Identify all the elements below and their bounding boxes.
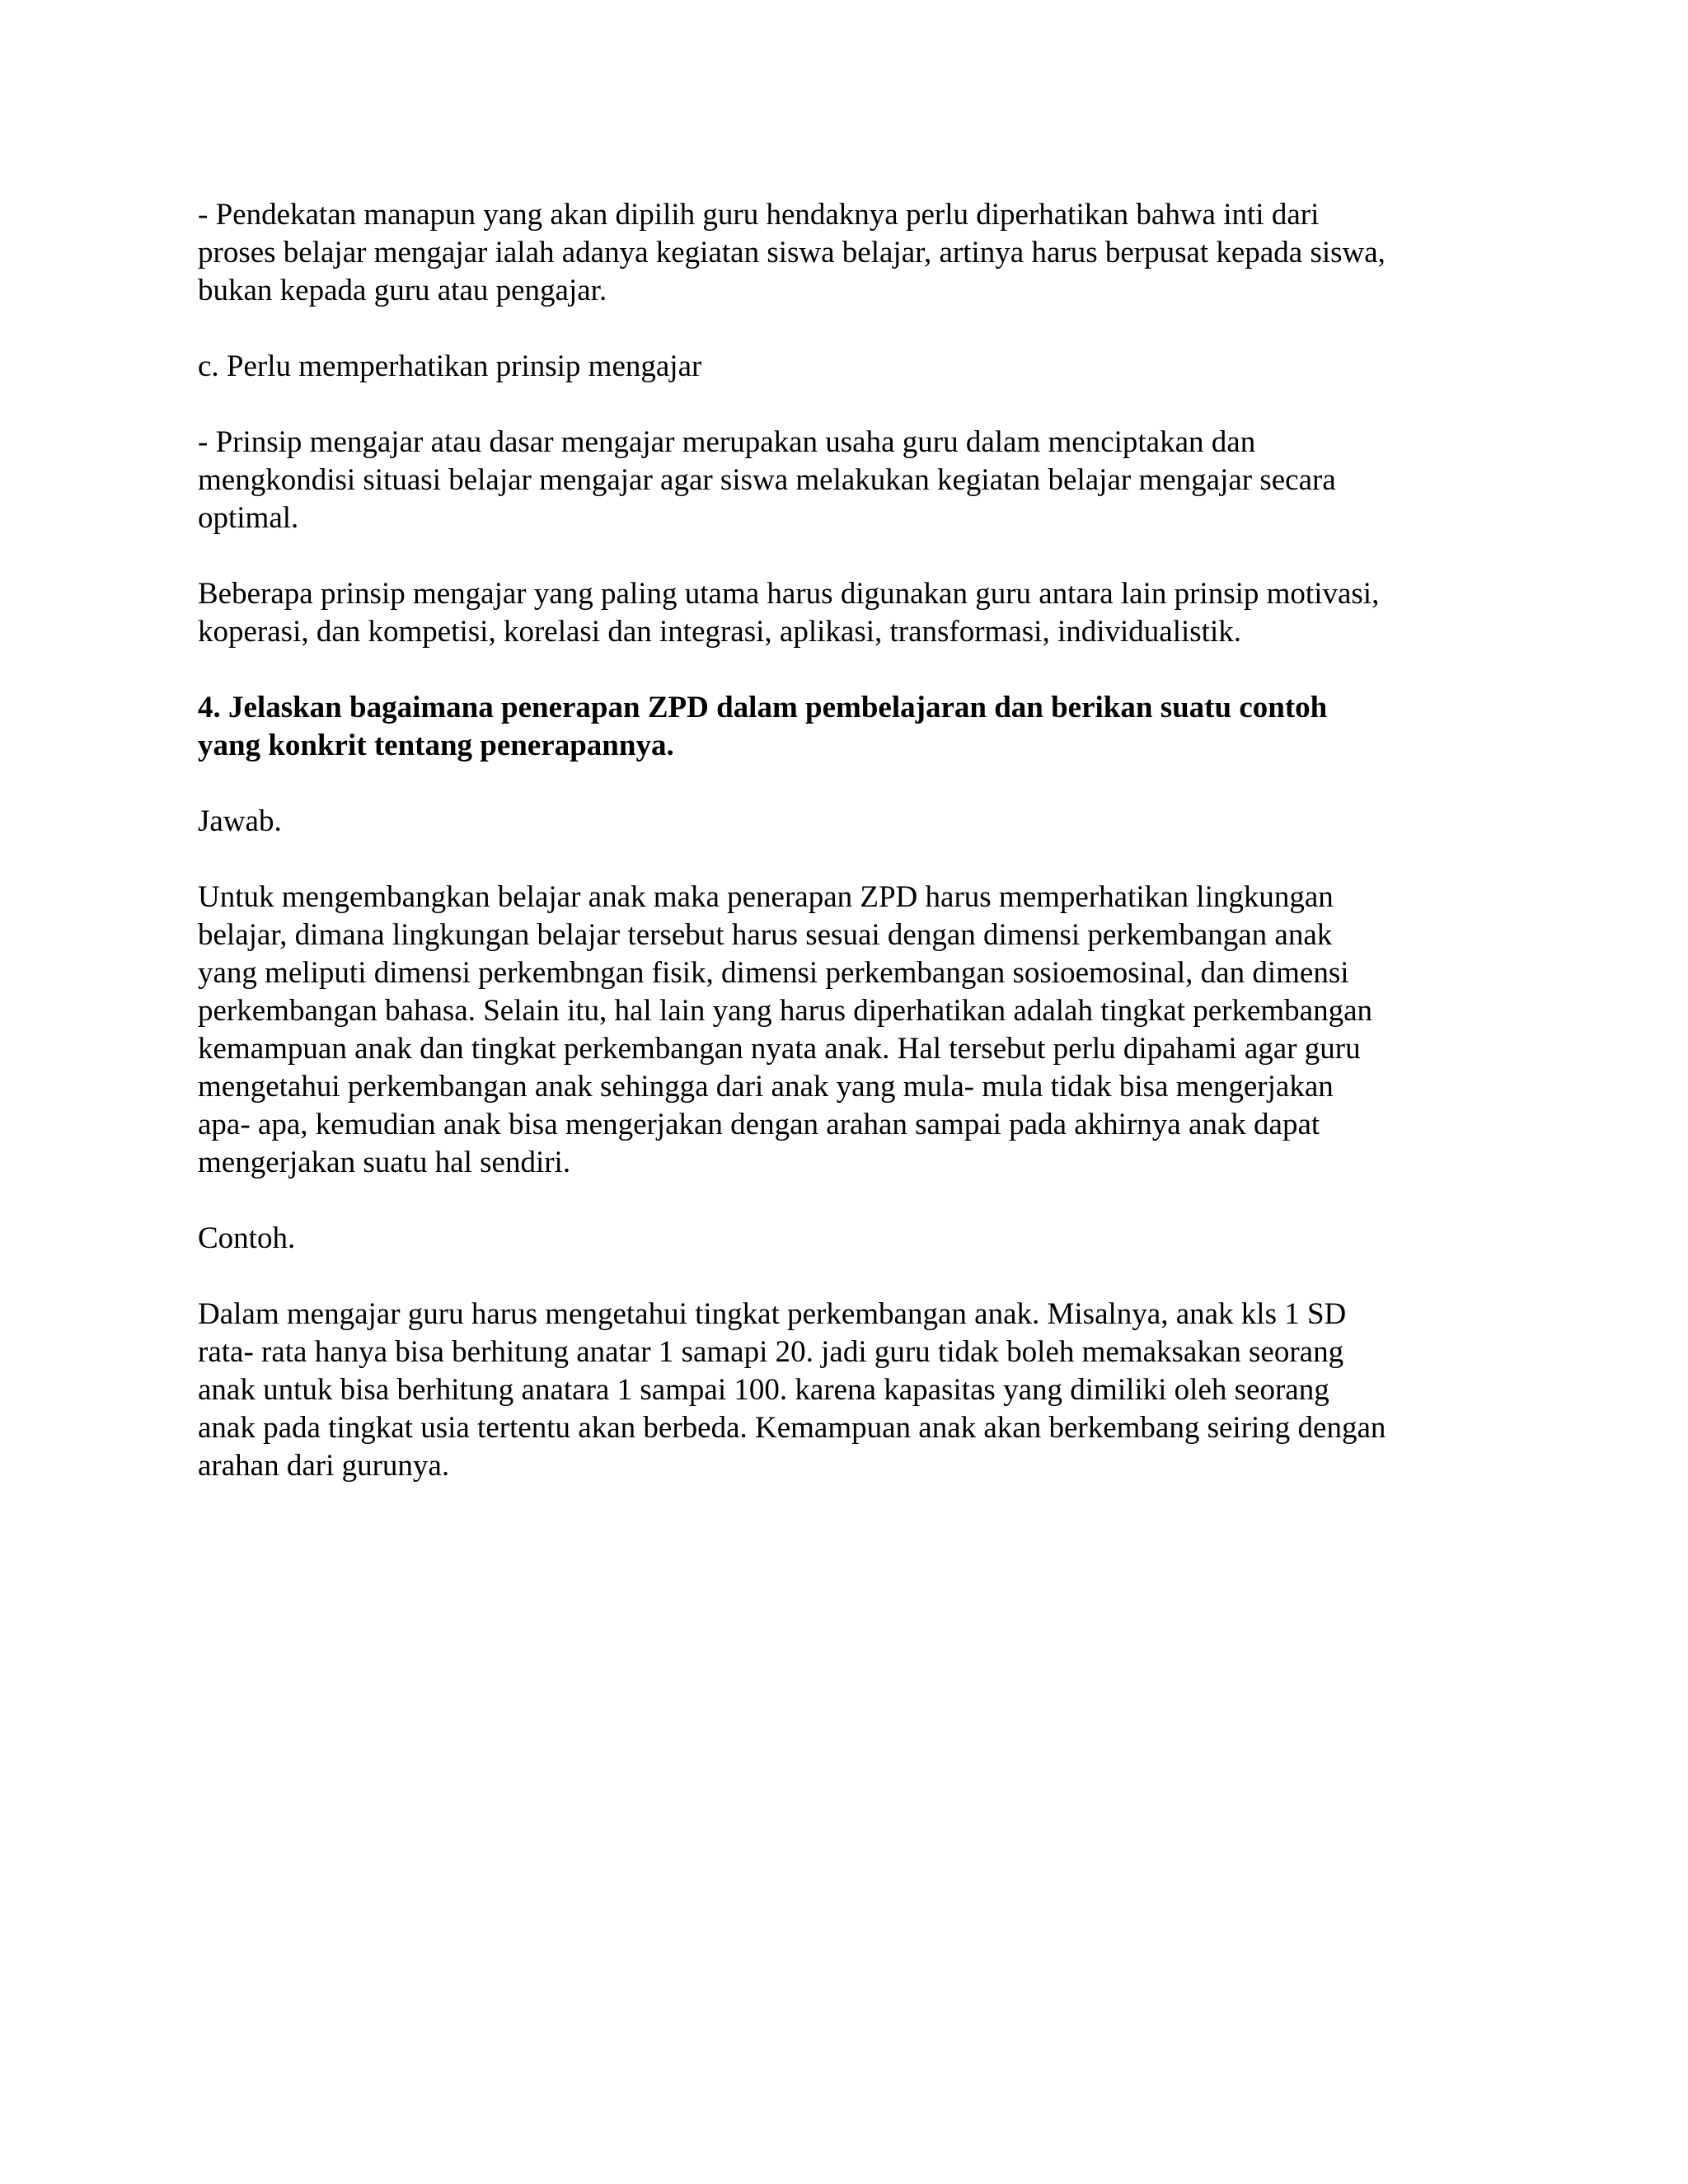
- paragraph-prinsip-bullet: [198, 424, 1500, 537]
- text-line: yang meliputi dimensi perkembngan fisik, dimensi perkembangan sosioemosinal, dan dimensi: [198, 956, 1349, 990]
- text-line: yang konkrit tentang penerapannya.: [198, 729, 674, 762]
- text-line: mengkondisi situasi belajar mengajar agar siswa melakukan kegiatan belajar mengajar secara: [198, 463, 1336, 497]
- text-line: kemampuan anak dan tingkat perkembangan nyata anak. Hal tersebut perlu dipahami agar guru: [198, 1032, 1361, 1066]
- text-line: c. Perlu memperhatikan prinsip mengajar: [198, 349, 702, 383]
- text-line: Beberapa prinsip mengajar yang paling utama harus digunakan guru antara lain prinsip motivasi,: [198, 577, 1380, 611]
- text-line: proses belajar mengajar ialah adanya kegiatan siswa belajar, artinya harus berpusat kepada siswa,: [198, 236, 1386, 269]
- text-line: mengetahui perkembangan anak sehingga dari anak yang mula- mula tidak bisa mengerjakan: [198, 1070, 1334, 1104]
- section-c-heading: [198, 348, 1500, 386]
- text-line: apa- apa, kemudian anak bisa mengerjakan dengan arahan sampai pada akhirnya anak dapat: [198, 1108, 1320, 1141]
- text-line: Jawab.: [198, 804, 282, 838]
- text-line: - Pendekatan manapun yang akan dipilih guru hendaknya perlu diperhatikan bahwa inti dari: [198, 198, 1320, 232]
- text-line: mengerjakan suatu hal sendiri.: [198, 1146, 571, 1179]
- text-line: 4. Jelaskan bagaimana penerapan ZPD dalam pembelajaran dan berikan suatu contoh: [198, 691, 1328, 724]
- text-line: arahan dari gurunya.: [198, 1449, 450, 1483]
- text-line: anak pada tingkat usia tertentu akan berbeda. Kemampuan anak akan berkembang seiring dengan: [198, 1411, 1386, 1445]
- paragraph-beberapa-prinsip: [198, 575, 1500, 651]
- text-line: optimal.: [198, 501, 299, 535]
- paragraph-contoh-body: [198, 1296, 1500, 1485]
- paragraph-jawab-body: [198, 879, 1500, 1182]
- text-line: - Prinsip mengajar atau dasar mengajar merupakan usaha guru dalam menciptakan dan: [198, 425, 1256, 459]
- text-line: perkembangan bahasa. Selain itu, hal lain yang harus diperhatikan adalah tingkat perkembangan: [198, 994, 1373, 1028]
- text-line: koperasi, dan kompetisi, korelasi dan integrasi, aplikasi, transformasi, individualistik.: [198, 615, 1241, 649]
- text-line: bukan kepada guru atau pengajar.: [198, 274, 607, 307]
- text-line: belajar, dimana lingkungan belajar tersebut harus sesuai dengan dimensi perkembangan anak: [198, 918, 1333, 952]
- contoh-label: [198, 1220, 1500, 1258]
- text-line: anak untuk bisa berhitung anatara 1 sampai 100. karena kapasitas yang dimiliki oleh seorang: [198, 1373, 1329, 1407]
- jawab-label: [198, 803, 1500, 841]
- document-page: [198, 196, 1500, 1523]
- text-line: Untuk mengembangkan belajar anak maka penerapan ZPD harus memperhatikan lingkungan: [198, 880, 1334, 914]
- text-line: Contoh.: [198, 1221, 296, 1255]
- text-line: Dalam mengajar guru harus mengetahui tingkat perkembangan anak. Misalnya, anak kls 1 SD: [198, 1297, 1347, 1331]
- text-line: rata- rata hanya bisa berhitung anatar 1 samapi 20. jadi guru tidak boleh memaksakan seorang: [198, 1335, 1344, 1369]
- paragraph-intro-bullet: [198, 196, 1500, 310]
- question-4-heading: [198, 689, 1500, 765]
